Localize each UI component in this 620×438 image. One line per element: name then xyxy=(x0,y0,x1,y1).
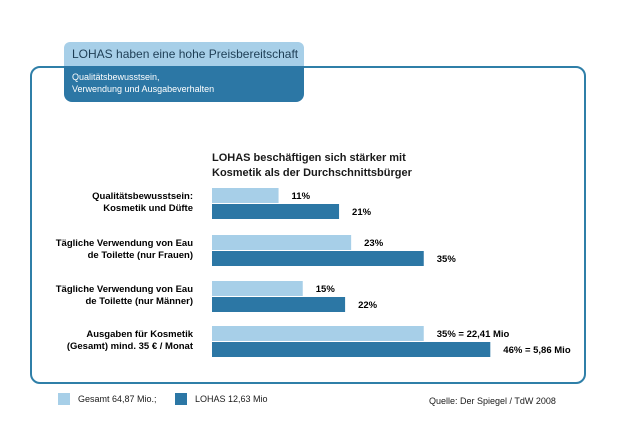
header-subtitle: Qualitätsbewusstsein, Verwendung und Ausgabeverhalten xyxy=(72,72,215,94)
legend-label-lohas: LOHAS 12,63 Mio xyxy=(195,394,268,404)
bar-gesamt xyxy=(212,235,351,250)
legend-swatch-lohas xyxy=(175,393,187,405)
value-label: 22% xyxy=(358,300,378,311)
category-label: Ausgaben für Kosmetik (Gesamt) mind. 35 € / Monat xyxy=(66,329,193,352)
value-label: 35% = 22,41 Mio xyxy=(436,329,510,340)
value-label: 21% xyxy=(352,207,372,218)
bar-gesamt xyxy=(212,188,279,203)
value-label: 35% xyxy=(436,254,456,265)
category-label: Tägliche Verwendung von Eau de Toilette (nur Frauen) xyxy=(55,238,193,261)
chart-title: LOHAS beschäftigen sich stärker mit Kosmetik als der Durchschnittsbürger xyxy=(212,152,412,179)
bar-lohas xyxy=(212,297,345,312)
legend-item-gesamt xyxy=(58,393,157,405)
value-label: 23% xyxy=(364,238,384,249)
category-label: Qualitätsbewusstsein: Kosmetik und Düfte xyxy=(92,191,193,214)
bar-lohas xyxy=(212,251,424,266)
header-title: LOHAS haben eine hohe Preisbereitschaft xyxy=(72,47,299,61)
bar-lohas xyxy=(212,204,339,219)
bar-gesamt xyxy=(212,281,303,296)
bar-lohas xyxy=(212,342,490,357)
legend-swatch-gesamt xyxy=(58,393,70,405)
bar-gesamt xyxy=(212,326,424,341)
source-note: Quelle: Der Spiegel / TdW 2008 xyxy=(429,396,556,406)
value-label: 11% xyxy=(291,191,311,202)
category-label: Tägliche Verwendung von Eau de Toilette (nur Männer) xyxy=(55,284,193,307)
legend-label-gesamt: Gesamt 64,87 Mio.; xyxy=(78,394,157,404)
legend-item-lohas xyxy=(175,393,268,405)
value-label: 15% xyxy=(315,284,335,295)
value-label: 46% = 5,86 Mio xyxy=(503,345,571,356)
